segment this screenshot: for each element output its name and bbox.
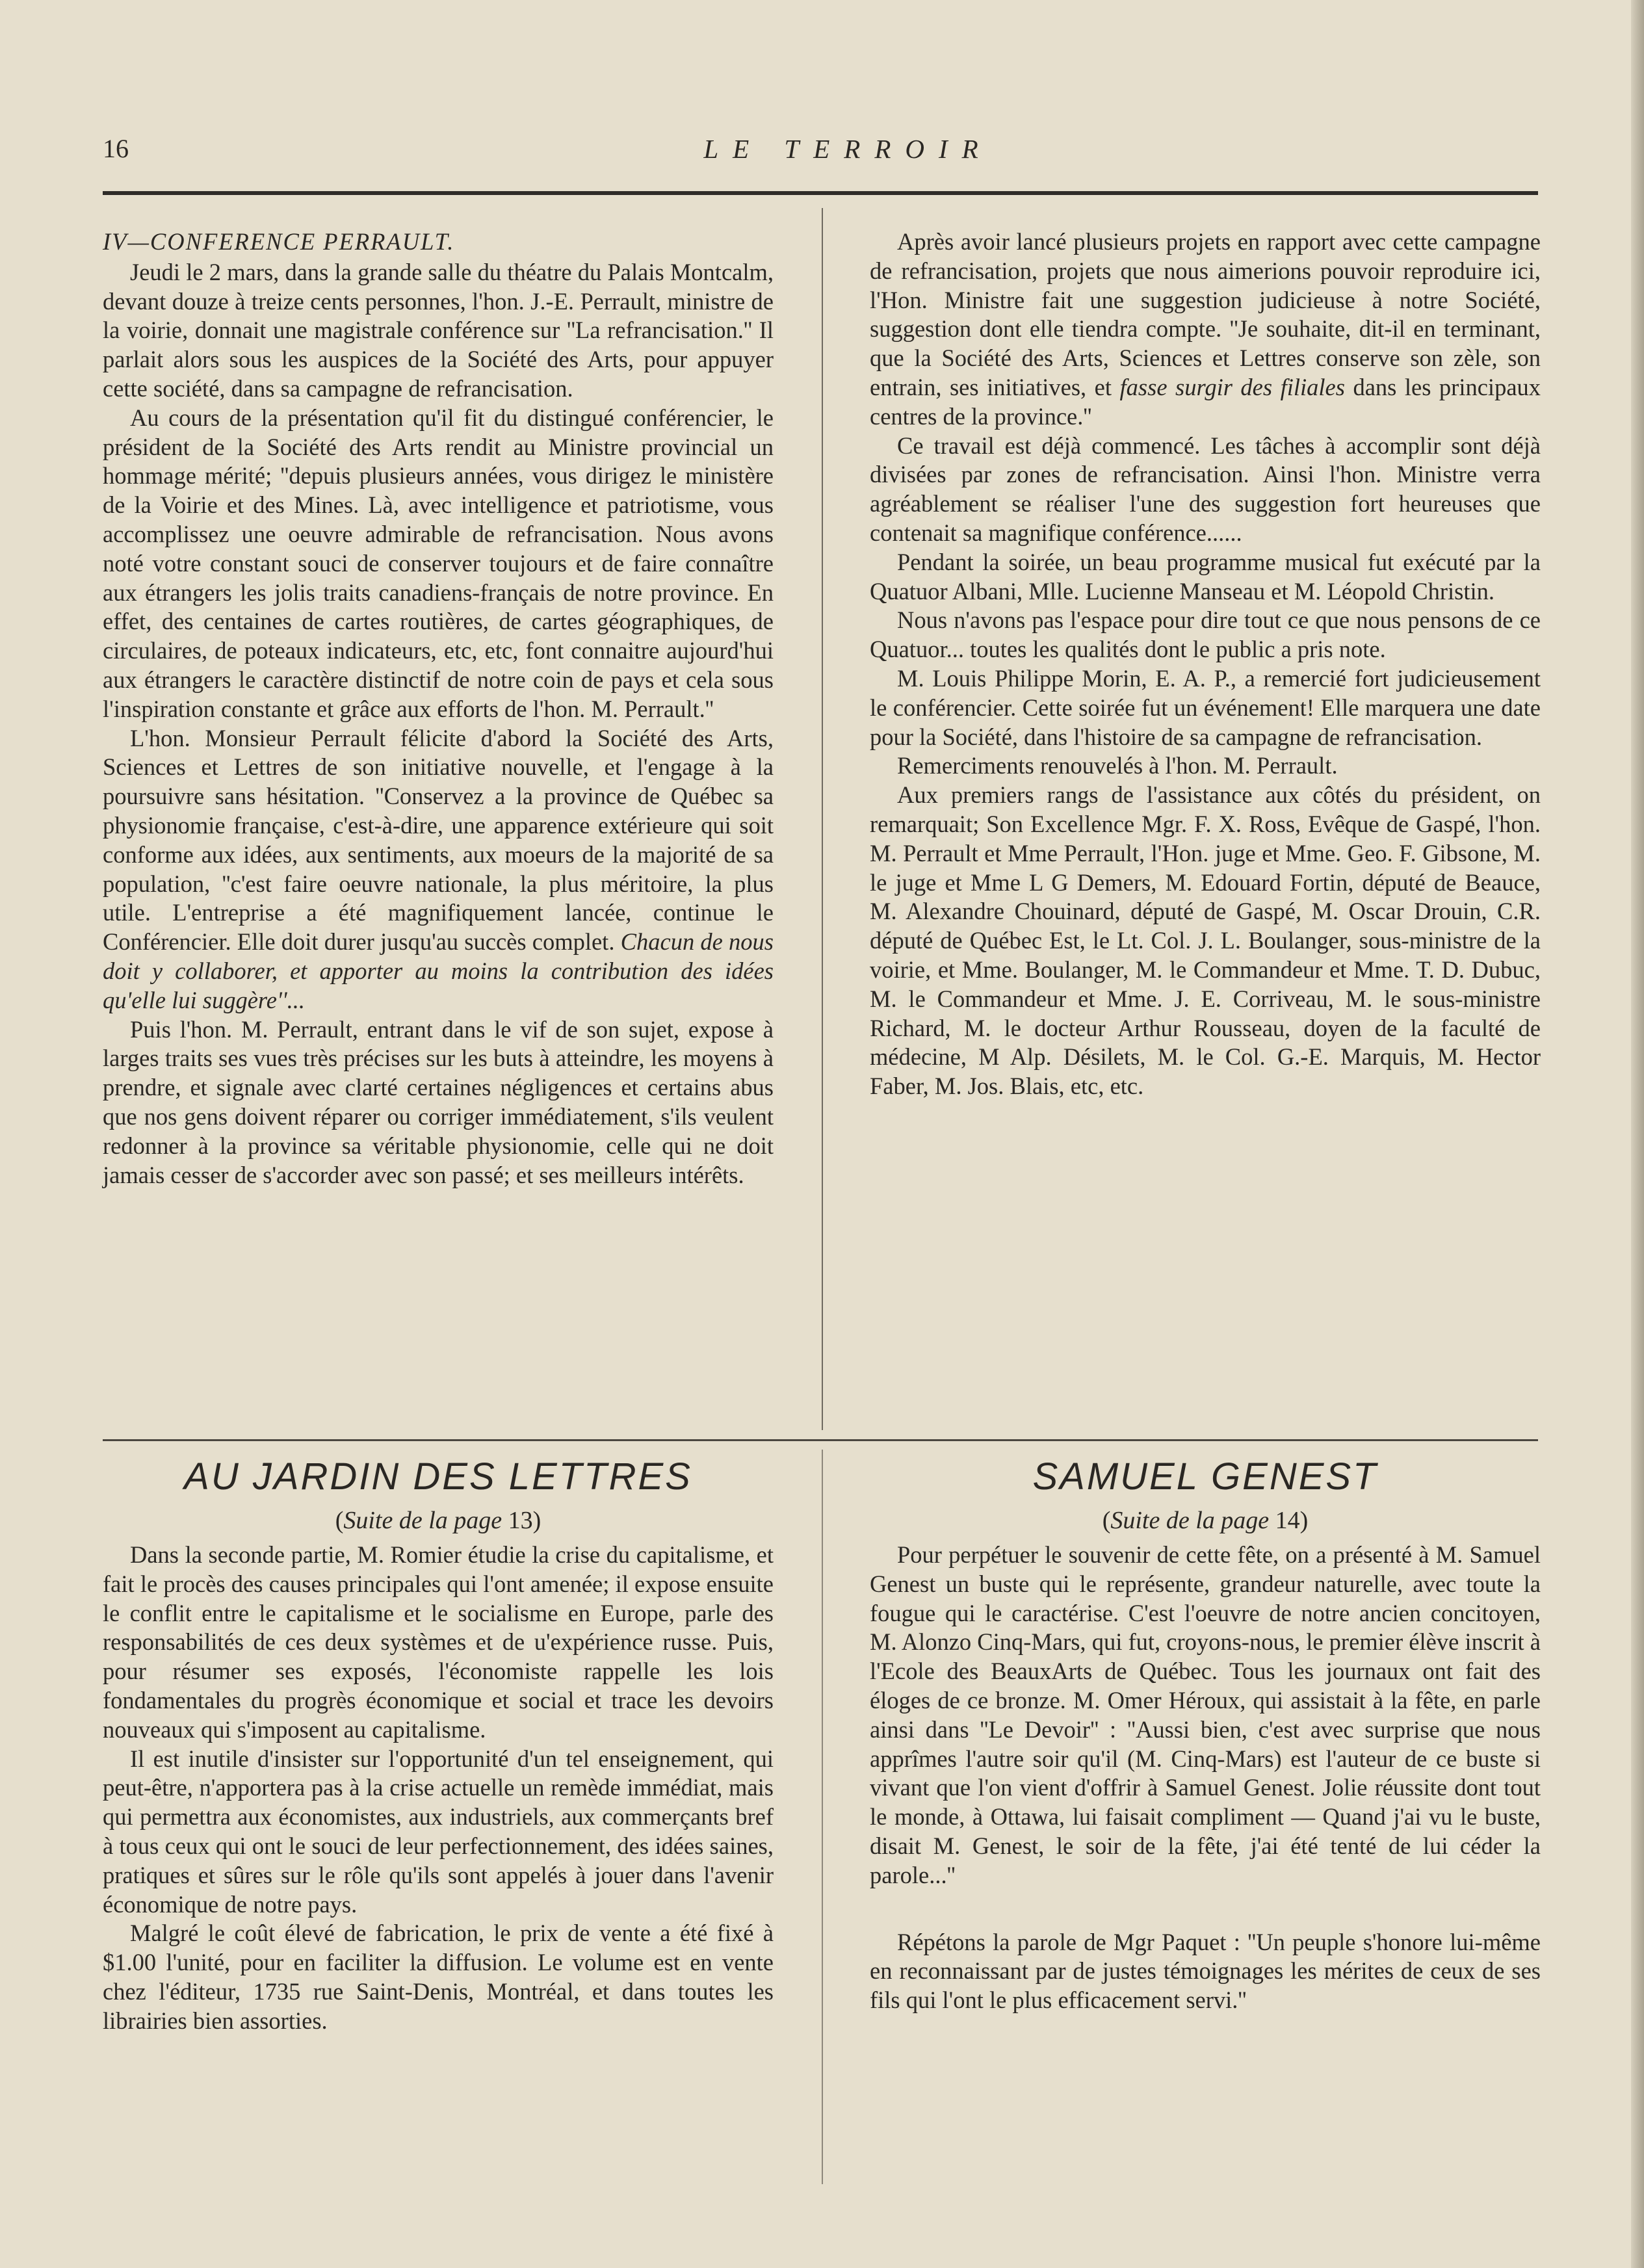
perrault-heading: IV—CONFERENCE PERRAULT.: [103, 228, 455, 255]
perrault-paragraph-7: Pendant la soirée, un beau programme musical fut exécuté par la Quatuor Albani, Mlle. Lucienne Manseau et M. Léopold Christin.: [870, 548, 1541, 605]
jardin-article: [103, 1456, 774, 2036]
column-divider-lower: [822, 1450, 823, 2184]
section-divider: [103, 1439, 1538, 1441]
perrault-paragraph-1: Jeudi le 2 mars, dans la grande salle du théatre du Palais Montcalm, devant douze à treize cents personnes, l'hon. J.-E. Perrault, ministre de la voirie, donnait une magistrale conférence sur ''La refrancisation.'' Il parlait alors sous les auspices de la Société des Arts, pour appuyer cette société, dans sa campagne de refrancisation.: [103, 258, 774, 402]
genest-paragraph-1: Pour perpétuer le souvenir de cette fête, on a présenté à M. Samuel Genest un buste qui le représente, grandeur naturelle, avec toute la fougue qui le caractérise. C'est l'oeuvre de notre ancien concitoyen, M. Alonzo Cinq-Mars, qui fut, croyons-nous, le premier élève inscrit à l'Ecole des BeauxArts de Québec. Tous les journaux ont fait des éloges de ce bronze. M. Omer Héroux, qui assistait à la fête, en parle ainsi dans ''Le Devoir'' : ''Aussi bien, c'est avec surprise que nous apprîmes l'autre soir qu'il (M. Cinq-Mars) est l'auteur de ce buste si vivant que l'on vient d'offrir à Samuel Genest. Jolie réussite dont tout le monde, à Ottawa, lui faisait compliment — Quand j'ai vu le buste, disait M. Genest, le soir de la fête, j'ai été tenté de lui céder la parole...'': [870, 1541, 1541, 1888]
jardin-title: AU JARDIN DES LETTRES: [184, 1455, 692, 1498]
perrault-paragraph-5-emphasis: fasse surgir des filiales: [1119, 373, 1345, 400]
perrault-column-left: [103, 228, 774, 1190]
perrault-paragraph-3: [103, 724, 774, 1015]
perrault-paragraph-3-text: L'hon. Monsieur Perrault félicite d'abord la Société des Arts, Sciences et Lettres de son initiative nouvelle, et l'engage à la poursuivre sans hésitation. ''Conservez a la province de Québec sa physionomie française, c'est-à-dire, une apparence extérieure qui soit conforme aux idées, aux sentiments, aux moeurs de la majorité de sa population, ''c'est faire oeuvre nationale, la plus méritoire, la plus utile. L'entreprise a été magnifiquement lancée, continue le Conférencier. Elle doit durer jusqu'au succès complet.: [103, 724, 774, 956]
header-rule: [103, 191, 1538, 195]
page-number: 16: [103, 134, 129, 163]
jardin-paragraph-1: Dans la seconde partie, M. Romier étudie la crise du capitalisme, et fait le procès des causes principales qui l'ont amenée; il expose ensuite le conflit entre le capitalisme et le socialisme en Europe, parle des responsabilités de ces deux systèmes et de u'expérience russe. Puis, pour résumer ses exposés, l'économiste rappelle les lois fondamentales du progrès économique et social et trace les devoirs nouveaux qui s'imposent au capitalisme.: [103, 1541, 774, 1743]
perrault-paragraph-5-text: Après avoir lancé plusieurs projets en rapport avec cette campagne de refrancisation, projets que nous aimerions pouvoir reproduire ici, l'Hon. Ministre fait une suggestion judicieuse à notre Société, suggestion dont elle tiendra compte. ''Je souhaite, dit-il en terminant, que la Société des Arts, Sciences et Lettres conserve son zèle, son entrain, ses initiatives, et: [870, 228, 1541, 400]
column-divider: [822, 208, 823, 1430]
perrault-paragraph-4: Puis l'hon. M. Perrault, entrant dans le vif de son sujet, expose à larges traits ses vues très précises sur les buts à atteindre, les moyens à prendre, et signale avec clarté certaines négligences et certains abus que nos gens doivent réparer ou corriger immédiatement, s'ils veulent redonner à la province sa véritable physionomie, celle qui ne doit jamais cesser de s'accorder avec son passé; et ses meilleurs intérêts.: [103, 1015, 774, 1188]
perrault-paragraph-3-quote: Chacun de nous doit y collaborer, et apporter au moins la contribution des idées qu'elle lui suggère''...: [103, 928, 774, 1013]
jardin-paragraph-2: Il est inutile d'insister sur l'opportunité d'un tel enseignement, qui peut-être, n'apportera pas à la crise actuelle un remède immédiat, mais qui permettra aux économistes, aux industriels, aux commerçants bref à tous ceux qui ont le souci de leur perfectionnement, des idées saines, pratiques et sûres sur le rôle qu'ils sont appelés à jouer dans l'avenir économique de notre pays.: [103, 1745, 774, 1918]
perrault-paragraph-2: Au cours de la présentation qu'il fit du distingué conférencier, le président de la Société des Arts rendit au Ministre provincial un hommage mérité; ''depuis plusieurs années, vous dirigez le ministère de la Voirie et des Mines. Là, avec intelligence et patriotisme, vous accomplissez une oeuvre admirable de refrancisation. Nous avons noté votre constant souci de conserver toujours et de faire connaître aux étrangers les jolis traits canadiens-français de notre province. En effet, des centaines de cartes routières, de cartes géographiques, de circulaires, de poteaux indicateurs, etc, etc, font connaitre aujourd'hui aux étrangers le caractère distinctif de notre coin de pays et cela sous l'inspiration constante et grâce aux efforts de l'hon. M. Perrault.'': [103, 404, 774, 722]
perrault-paragraph-11: Aux premiers rangs de l'assistance aux côtés du président, on remarquait; Son Excellence Mgr. F. X. Ross, Evêque de Gaspé, l'hon. M. Perrault et Mme Perrault, l'Hon. juge et Mme. Geo. F. Gibsone, M. le juge et Mme L G Demers, M. Edouard Fortin, député de Beauce, M. Alexandre Chouinard, député de Gaspé, M. Oscar Drouin, C.R. député de Québec Est, le Lt. Col. J. L. Boulanger, sous-ministre de la voirie, et Mme. Boulanger, M. le Commandeur et Mme. T. D. Dubuc, M. le Commandeur et Mme. J. E. Corriveau, M. le sous-ministre Richard, M. le docteur Arthur Rousseau, doyen de la faculté de médecine, M Alp. Désilets, M. le Col. G.-E. Marquis, M. Hector Faber, M. Jos. Blais, etc, etc.: [870, 781, 1541, 1100]
genest-article: [870, 1456, 1541, 2015]
perrault-column-right: [870, 228, 1541, 1101]
paragraph-spacer: [870, 1890, 1541, 1928]
genest-suite-label: Suite de la page: [1110, 1507, 1270, 1534]
perrault-paragraph-8: Nous n'avons pas l'espace pour dire tout ce que nous pensons de ce Quatuor... toutes les qualités dont le public a pris note.: [870, 606, 1541, 663]
jardin-continuation: (Suite de la page 13): [335, 1507, 541, 1534]
perrault-paragraph-5-end: dans les principaux centres de la province.'': [870, 373, 1541, 430]
genest-suite-page: 14: [1275, 1507, 1300, 1534]
page-header: [0, 133, 1644, 179]
genest-continuation: (Suite de la page 14): [1102, 1507, 1309, 1534]
page-edge-shadow: [1631, 0, 1644, 2268]
perrault-paragraph-6: Ce travail est déjà commencé. Les tâches à accomplir sont déjà divisées par zones de refrancisation. Ainsi l'hon. Ministre verra agréablement se réaliser l'une des suggestion fort heureuses que contenait sa magnifique conférence......: [870, 432, 1541, 546]
genest-paragraph-2: Répétons la parole de Mgr Paquet : ''Un peuple s'honore lui-même en reconnaissant par de justes témoignages les mérites de ceux de ses fils qui l'ont le plus efficacement servi.'': [870, 1928, 1541, 2014]
perrault-paragraph-5: [870, 228, 1541, 432]
jardin-suite-page: 13: [508, 1507, 533, 1534]
perrault-paragraph-9: M. Louis Philippe Morin, E. A. P., a remercié fort judicieusement le conférencier. Cette soirée fut un événement! Elle marquera une date pour la Société, dans l'histoire de sa campagne de refrancisation.: [870, 664, 1541, 750]
genest-title: SAMUEL GENEST: [1032, 1455, 1378, 1498]
perrault-paragraph-10: Remerciments renouvelés à l'hon. M. Perrault.: [897, 752, 1338, 779]
jardin-paragraph-3: Malgré le coût élevé de fabrication, le prix de vente a été fixé à $1.00 l'unité, pour en faciliter la diffusion. Le volume est en vente chez l'éditeur, 1735 rue Saint-Denis, Montréal, et dans toutes les librairies bien assorties.: [103, 1920, 774, 2034]
jardin-suite-label: Suite de la page: [343, 1507, 502, 1534]
journal-title: LE TERROIR: [703, 134, 993, 164]
